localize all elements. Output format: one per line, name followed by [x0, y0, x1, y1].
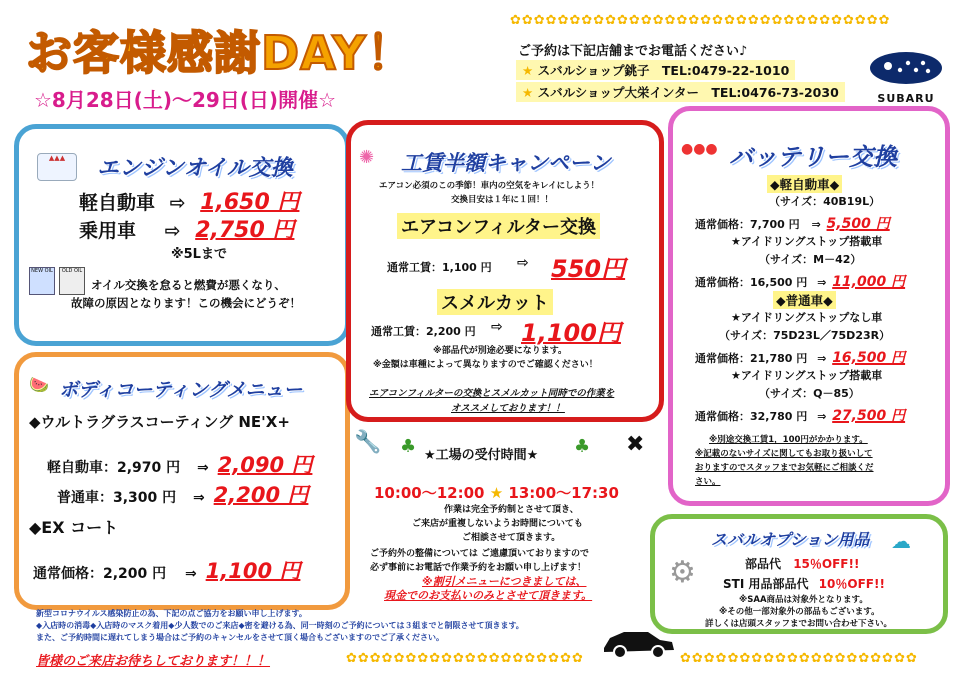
- battery-note-1: ※別途交換工賃1，100円がかかります。: [709, 435, 868, 445]
- watermelon-icon: 🍉: [29, 375, 49, 394]
- coating-sale-price: 2,090 円: [217, 453, 313, 477]
- car-icon: [600, 622, 676, 662]
- battery-note-2: ※記載のないサイズに関してもお取り扱いして: [695, 449, 873, 459]
- options-heading: スバルオプション用品: [711, 530, 870, 549]
- options-line-1: [745, 555, 859, 572]
- footer-line-3: また、ご予約時間に遅れてしまう場合はご予約のキャンセルをさせて頂く場合もございますのでご了承ください。: [36, 633, 444, 642]
- coating-normal-price: 軽自動車：2,970 円: [47, 460, 181, 476]
- labor-promo-2: オススメしております！！: [451, 403, 565, 414]
- labor-item-1-normal: 通常工賃：1,100 円: [387, 261, 492, 274]
- coating-row-ex: [33, 555, 300, 585]
- options-line-2: [723, 575, 885, 592]
- battery-kei-idle-price-row: [695, 271, 905, 291]
- star-icon: ★: [522, 63, 534, 78]
- hours-red-note-2: 現金でのお支払いのみとさせて頂きます。: [384, 589, 593, 602]
- logo-text: SUBARU: [877, 92, 935, 105]
- balloons-icon: ●●●: [681, 141, 718, 157]
- old-oil-can: OLD OIL: [59, 267, 85, 295]
- tools-icon: ✖: [626, 432, 645, 457]
- shop-name: スバルショップ銚子: [537, 63, 650, 78]
- battery-futsu-noidle-size: （サイズ：75D23L／75D23R）: [719, 329, 891, 342]
- battery-heading: バッテリー交換: [729, 143, 897, 171]
- arrow-icon: ⇒: [817, 276, 827, 289]
- battery-sale-price: 16,500 円: [832, 350, 906, 366]
- battery-kei-idle-size: （サイズ：M－42）: [759, 253, 862, 266]
- arrow-icon: ⇒: [185, 566, 197, 582]
- labor-promo-1: エアコンフィルターの交換とスメルカット同時での作業を: [369, 388, 615, 399]
- mascot-icon: ☁: [891, 529, 911, 553]
- options-note-3: 詳しくは店頭スタッフまでお問い合わせ下さい。: [705, 619, 893, 629]
- new-oil-can: NEW OIL: [29, 267, 55, 295]
- parts-discount: 15％OFF!!: [793, 557, 860, 571]
- labor-intro-1: エアコン必須のこの季節！車内の空気をキレイにしよう！: [379, 181, 600, 191]
- shop-name: スバルショップ大栄インター: [537, 85, 700, 100]
- battery-note-4: さい。: [695, 477, 721, 487]
- battery-futsu-noidle-label: ★アイドリングストップなし車: [731, 311, 883, 324]
- battery-futsu-idle-price-row: [695, 405, 905, 425]
- battery-kei-price-row: [695, 213, 890, 233]
- vehicle-label: 乗用車: [79, 220, 137, 242]
- labor-intro-2: 交換目安は１年に１回！！: [451, 195, 554, 205]
- shop-line-1: [516, 60, 795, 80]
- coating-row-kei: [47, 449, 312, 479]
- oil-illustration-icon: ▲▲▲: [37, 153, 77, 181]
- oil-heading: エンジンオイル交換: [97, 156, 293, 181]
- coating-heading: ボディコーティングメニュー: [59, 379, 303, 401]
- subaru-logo-icon: [868, 50, 944, 86]
- shop-tel[interactable]: TEL:0476-73-2030: [711, 85, 839, 100]
- subaru-logo: [868, 50, 944, 105]
- sunflower-row-top: ✿✿✿✿✿✿✿✿✿✿✿✿✿✿✿✿✿✿✿✿✿✿✿✿✿✿✿✿✿✿✿✿: [510, 13, 891, 28]
- hours-line: 必ず事前にお電話で作業予約をお願い申し上げます！: [370, 563, 587, 573]
- battery-kei-label: ◆軽自動車◆: [767, 175, 842, 193]
- shop-line-2: [516, 82, 845, 102]
- star-icon: ★: [522, 85, 534, 100]
- footer-line-1: 新型コロナウイルス感染防止の為、下記の点ご協力をお願い申し上げます。: [36, 609, 307, 618]
- coating-item-1: ◆ウルトラグラスコーティング NE'X+: [29, 413, 290, 431]
- hours-red-note-1: ※割引メニューにつきましては、: [422, 575, 587, 588]
- oil-row-car: [79, 213, 294, 244]
- arrow-icon: ⇨: [169, 192, 186, 214]
- footer-line-2: ◆入店時の消毒◆入店時のマスク着用◆少人数でのご来店◆密を避ける為、同一時刻のご予約については３組までと制限させて頂きます。: [36, 621, 524, 630]
- arrow-icon: ⇒: [197, 460, 209, 476]
- options-panel: [650, 514, 948, 634]
- shop-tel[interactable]: TEL:0479-22-1010: [661, 63, 790, 78]
- sti-parts-label: STI 用品部品代: [723, 577, 809, 591]
- battery-sale-price: 11,000 円: [832, 274, 906, 290]
- hours-times: [374, 482, 619, 503]
- arrow-icon: ⇨: [517, 255, 529, 271]
- coating-row-car: [57, 479, 308, 509]
- wrench-icon: 🔧: [354, 430, 382, 455]
- parts-label: 部品代: [745, 557, 782, 571]
- afternoon-hours: 13:00～17:30: [508, 484, 619, 502]
- reservation-note: ご予約は下記店舗までお電話ください♪: [518, 44, 748, 59]
- hours-line: ご相談させて頂きます。: [462, 533, 561, 543]
- oil-change-panel: [14, 124, 350, 346]
- battery-sale-price: 5,500 円: [826, 216, 890, 232]
- event-date: ☆8月28日(土)～29日(日)開催☆: [34, 88, 337, 112]
- morning-hours: 10:00～12:00: [374, 484, 485, 502]
- arrow-icon: ⇒: [811, 218, 821, 231]
- hours-line: 作業は完全予約制とさせて頂き、: [444, 505, 579, 515]
- star-icon: ★: [489, 484, 504, 502]
- labor-item-2-sale: 1,100円: [521, 319, 621, 347]
- closing-message: 皆様のご来店お待ちしております！！！: [36, 654, 271, 669]
- hours-line: ご来店が重複しないようお時間についても: [412, 519, 583, 529]
- battery-normal-price: 通常価格：21,780 円: [695, 352, 808, 365]
- firework-icon: ✺: [359, 147, 375, 168]
- arrow-icon: ⇒: [817, 352, 827, 365]
- battery-kei-size: （サイズ：40B19L）: [769, 195, 881, 208]
- arrow-icon: ⇒: [193, 490, 205, 506]
- coating-normal-price: 通常価格：2,200 円: [33, 566, 167, 582]
- oil-row-kei: [79, 185, 299, 216]
- battery-panel: [668, 106, 950, 506]
- battery-normal-price: 通常価格：32,780 円: [695, 410, 808, 423]
- labor-note-2: ※金額は車種によって異なりますのでご確認ください！: [373, 360, 598, 370]
- battery-sale-price: 27,500 円: [832, 408, 906, 424]
- oil-desc-1: オイル交換を怠ると燃費が悪くなり、: [91, 278, 286, 292]
- coating-sale-price: 1,100 円: [205, 559, 301, 583]
- coating-normal-price: 普通車：3,300 円: [57, 490, 177, 506]
- hours-heading: ★工場の受付時間★: [424, 448, 539, 463]
- labor-item-2: スメルカット: [437, 289, 553, 315]
- options-note-1: ※SAA商品は対象外となります。: [739, 595, 868, 605]
- battery-futsu-label: ◆普通車◆: [773, 291, 836, 309]
- labor-heading: 工賃半額キャンペーン: [401, 151, 611, 175]
- battery-kei-idle-label: ★アイドリングストップ搭載車: [731, 235, 883, 248]
- tree-icon: ♣: [574, 436, 591, 457]
- battery-futsu-idle-size: （サイズ：Q－85）: [759, 387, 860, 400]
- options-note-2: ※その他一部対象外の部品もございます。: [719, 607, 880, 617]
- battery-note-3: おりますのでスタッフまでお気軽にご相談くだ: [695, 463, 874, 473]
- labor-item-1: エアコンフィルター交換: [397, 213, 600, 239]
- labor-item-2-normal: 通常工賃：2,200 円: [371, 325, 476, 338]
- labor-campaign-panel: [346, 120, 664, 422]
- arrow-icon: ⇨: [491, 319, 503, 335]
- gears-icon: ⚙: [669, 555, 696, 590]
- coating-item-2: ◆EX コート: [29, 518, 119, 537]
- vehicle-label: 軽自動車: [79, 192, 156, 214]
- arrow-icon: ⇒: [817, 410, 827, 423]
- car-silhouette-icon: [600, 622, 676, 662]
- coating-panel: [14, 352, 350, 610]
- battery-futsu-noidle-price-row: [695, 347, 905, 367]
- arrow-icon: ⇨: [164, 220, 181, 242]
- sunflower-row-bottom-left: ✿✿✿✿✿✿✿✿✿✿✿✿✿✿✿✿✿✿✿✿: [346, 651, 584, 666]
- oil-desc-2: 故障の原因となります！この機会にどうぞ！: [71, 296, 301, 310]
- tree-icon: ♣: [400, 436, 417, 457]
- hours-line: ご予約外の整備については ご遠慮頂いておりますので: [370, 549, 589, 559]
- oil-price: 1,650 円: [200, 190, 300, 215]
- labor-item-1-sale: 550円: [551, 255, 626, 283]
- battery-normal-price: 通常価格：16,500 円: [695, 276, 808, 289]
- battery-futsu-idle-label: ★アイドリングストップ搭載車: [731, 369, 883, 382]
- battery-normal-price: 通常価格：7,700 円: [695, 218, 800, 231]
- oil-price: 2,750 円: [195, 218, 295, 243]
- sti-parts-discount: 10％OFF!!: [818, 577, 885, 591]
- sunflower-row-bottom-right: ✿✿✿✿✿✿✿✿✿✿✿✿✿✿✿✿✿✿✿✿: [680, 651, 918, 666]
- page-title: お客様感謝DAY！: [26, 26, 414, 80]
- coating-sale-price: 2,200 円: [213, 483, 309, 507]
- labor-note-1: ※部品代が別途必要になります。: [433, 346, 568, 356]
- oil-note: ※5Lまで: [171, 247, 227, 262]
